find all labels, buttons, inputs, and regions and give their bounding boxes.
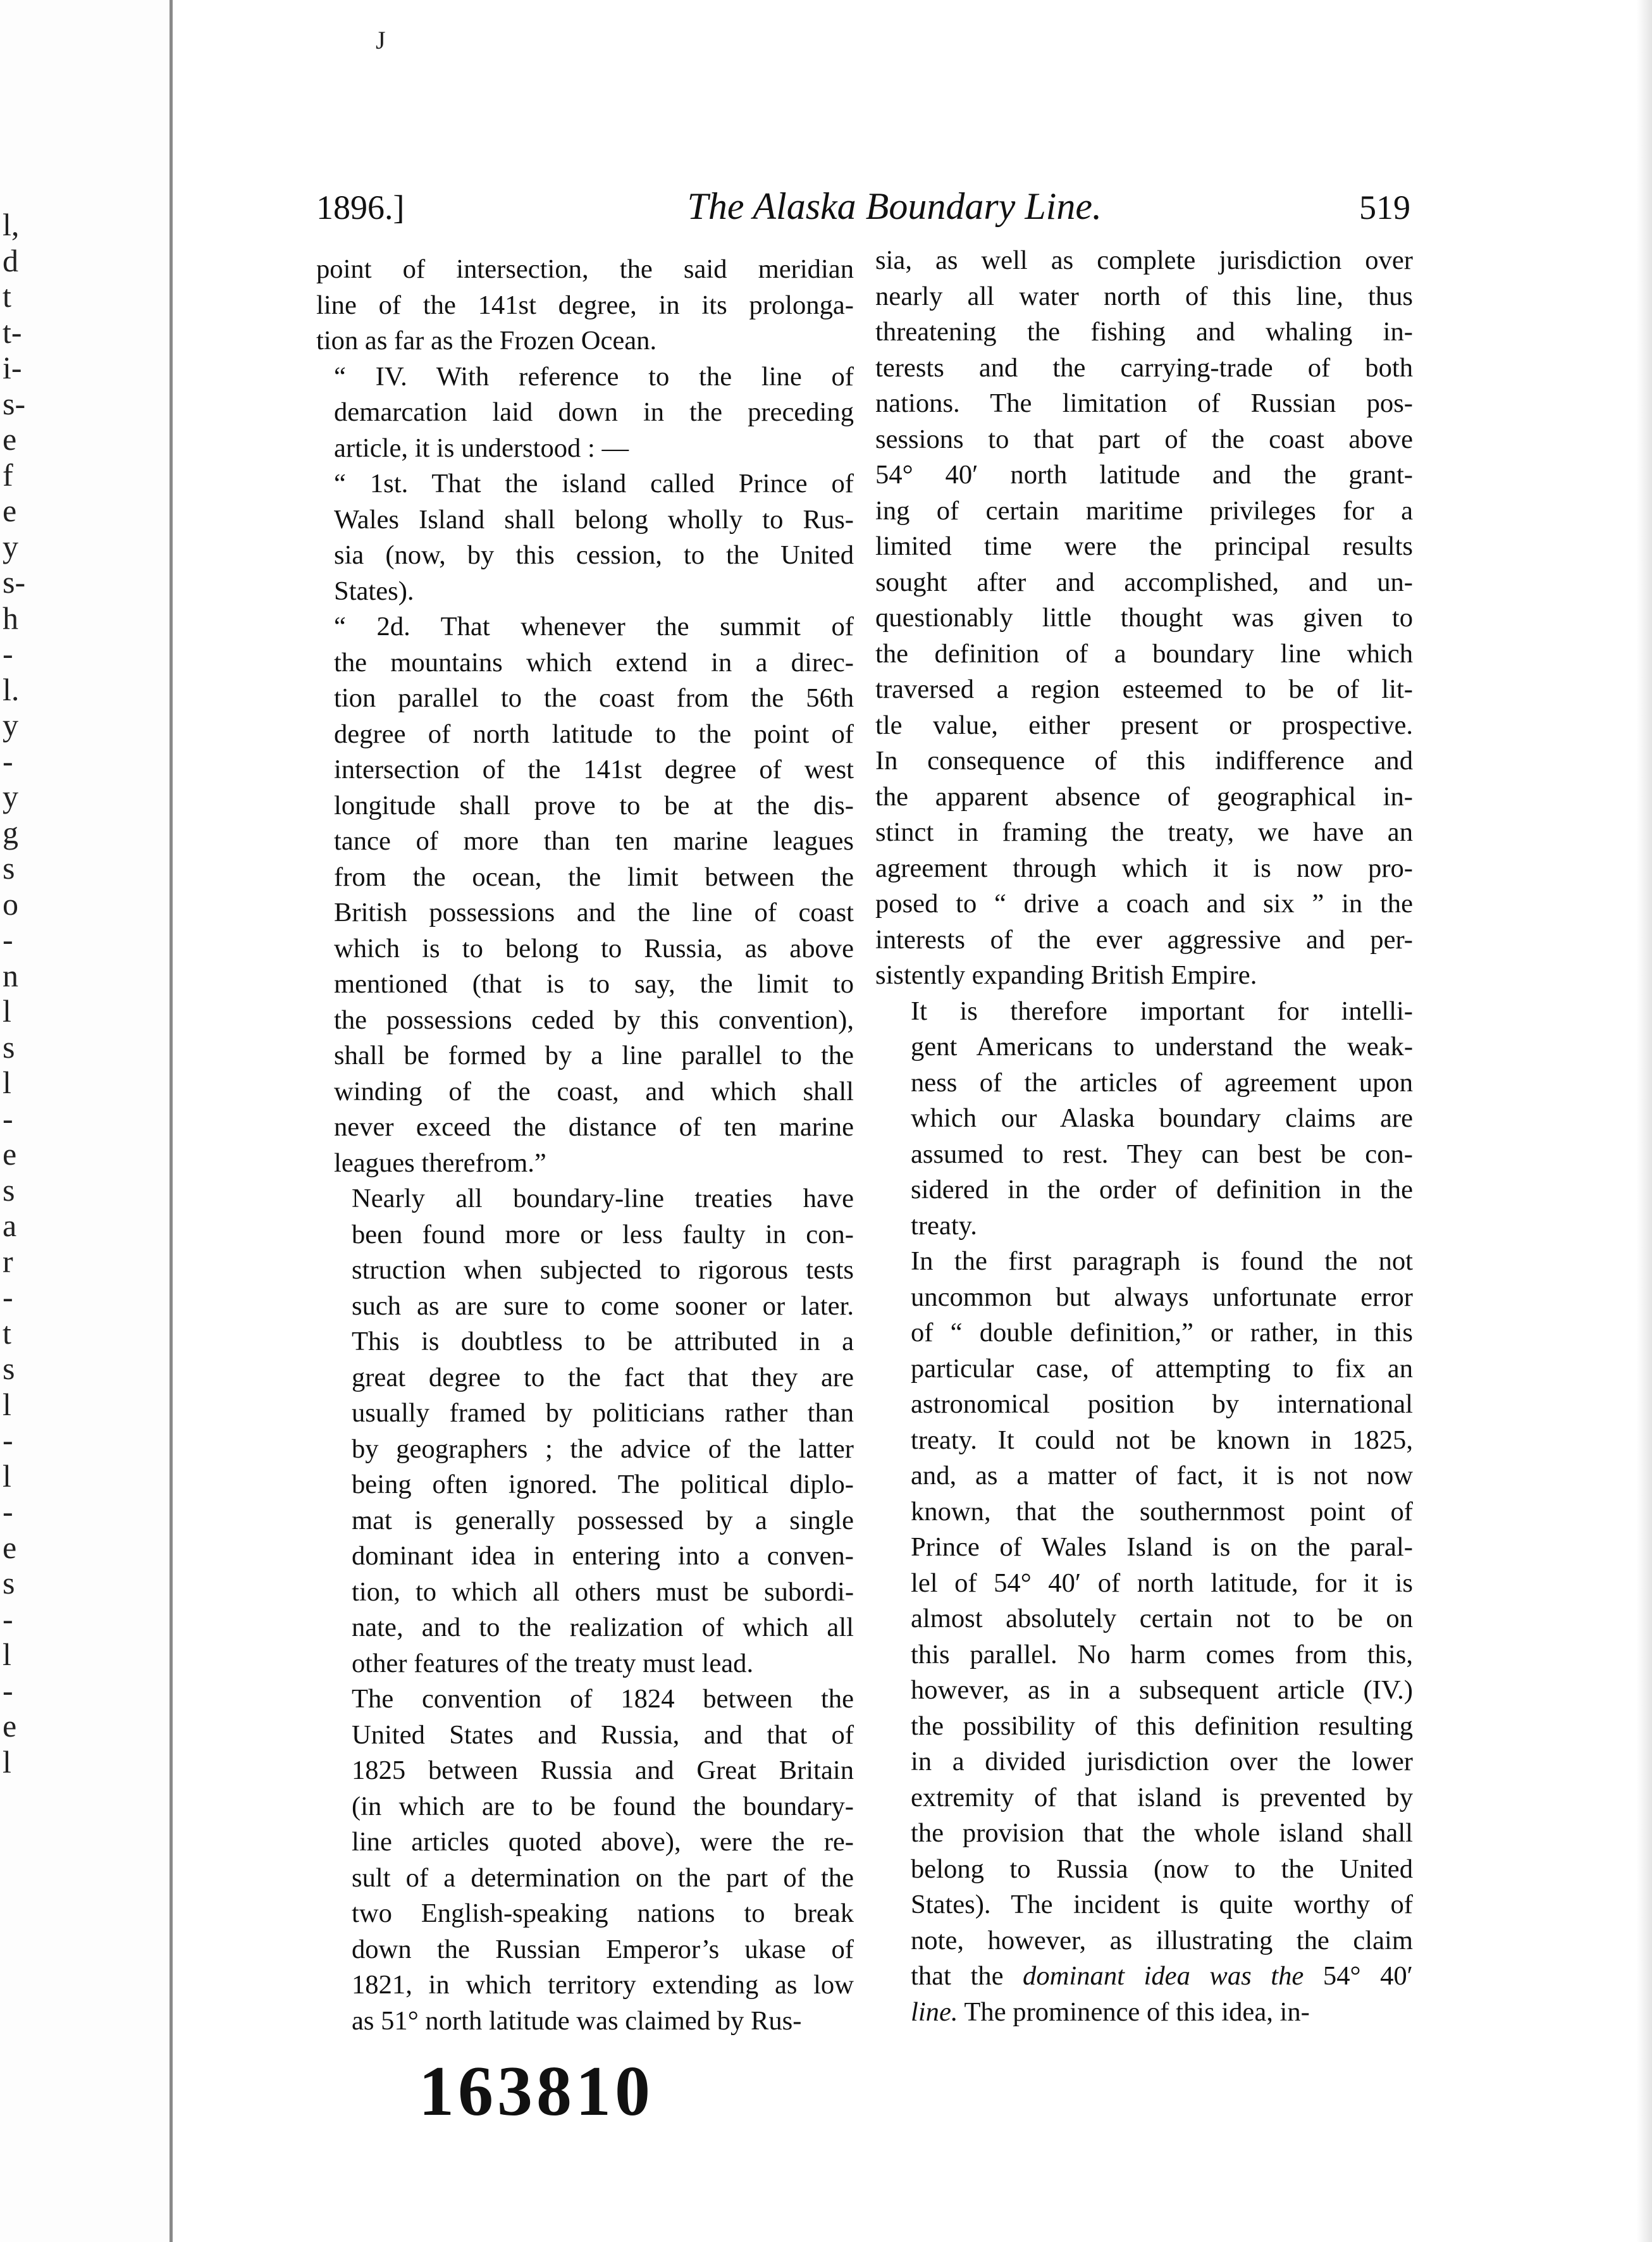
text-line: In the first paragraph is found the not	[911, 1246, 1413, 1276]
bleed-char: -	[3, 1494, 13, 1529]
text-line: treaty.	[911, 1210, 977, 1241]
paragraph	[316, 609, 854, 1181]
paragraph	[875, 994, 1413, 1244]
text-line: the mountains which extend in a direc-	[334, 647, 854, 678]
text-line: tion as far as the Frozen Ocean.	[316, 326, 657, 356]
text-line: of “ double definition,” or rather, in this	[911, 1318, 1413, 1347]
text-line: dominant idea in entering into a conven-	[352, 1541, 854, 1571]
bleed-char: i-	[3, 350, 22, 385]
bleed-char: -	[3, 1100, 13, 1136]
bleed-char: n	[3, 957, 18, 993]
text-line: from the ocean, the limit between the	[334, 862, 854, 892]
bleed-char: l	[3, 1386, 11, 1422]
bleed-char: -	[3, 743, 13, 779]
text-line: in a divided jurisdiction over the lower	[911, 1747, 1413, 1776]
bleed-char: s-	[3, 564, 26, 600]
text-line: such as are sure to come sooner or later.	[352, 1291, 854, 1321]
bleed-char: -	[3, 1279, 13, 1315]
text-line: (in which are to be found the boundary-	[352, 1791, 854, 1821]
paragraph	[316, 1181, 854, 1682]
bleed-char: -	[3, 1672, 13, 1708]
text-line: nations. The limitation of Russian pos-	[875, 388, 1413, 418]
bleed-char: -	[3, 636, 13, 671]
text-line: ness of the articles of agreement upon	[911, 1067, 1413, 1098]
text-line: note, however, as illustrating the claim	[911, 1925, 1413, 1955]
bleed-char: y	[3, 528, 18, 564]
text-line: treaty. It could not be known in 1825,	[911, 1425, 1413, 1455]
text-line: “ 2d. That whenever the summit of	[334, 612, 854, 641]
right-column	[875, 243, 1413, 2030]
text-line: threatening the fishing and whaling in-	[875, 317, 1413, 347]
text-line: sia (now, by this cession, to the United	[334, 540, 854, 570]
text-line: however, as in a subsequent article (IV.)	[911, 1675, 1413, 1705]
text-line: nate, and to the realization of which all	[352, 1613, 854, 1642]
page-edge-shadow	[1637, 0, 1652, 2242]
text-line: never exceed the distance of ten marine	[334, 1112, 854, 1142]
text-line: interests of the ever aggressive and per-	[875, 924, 1413, 955]
text-line: This is doubtless to be attributed in a	[352, 1327, 854, 1356]
text-line: agreement through which it is now pro-	[875, 853, 1413, 883]
bleed-char: a	[3, 1208, 17, 1243]
text-line: questionably little thought was given to	[875, 603, 1413, 633]
bleed-char: t	[3, 1315, 11, 1351]
text-line: great degree to the fact that they are	[352, 1362, 854, 1392]
text-line: posed to “ drive a coach and six ” in the	[875, 889, 1413, 919]
text-line: which our Alaska boundary claims are	[911, 1103, 1413, 1133]
text-line: being often ignored. The political diplo-	[352, 1470, 854, 1499]
bleed-char: y	[3, 707, 18, 743]
text-line: that the dominant idea was the 54° 40′	[911, 1961, 1414, 1991]
text-line: traversed a region esteemed to be of lit-	[875, 674, 1413, 704]
bleed-through-text	[3, 0, 40, 2242]
text-line: States). The incident is quite worthy of	[911, 1890, 1413, 1919]
text-line: ing of certain maritime privileges for a	[875, 495, 1413, 526]
text-line: “ IV. With reference to the line of	[334, 361, 854, 392]
text-line: terests and the carrying-trade of both	[875, 352, 1413, 383]
text-line: the possibility of this definition resulting	[911, 1711, 1413, 1741]
text-line: stinct in framing the treaty, we have an	[875, 817, 1413, 847]
bleed-char: l	[3, 1065, 11, 1100]
bleed-char: y	[3, 779, 18, 814]
text-line: been found more or less faulty in con-	[352, 1219, 854, 1249]
text-line: particular case, of attempting to fix an	[911, 1353, 1413, 1384]
text-line: by geographers ; the advice of the latter	[352, 1434, 854, 1464]
paragraph	[875, 1244, 1413, 2030]
text-line: and, as a matter of fact, it is not now	[911, 1461, 1413, 1490]
text-line: as 51° north latitude was claimed by Rus-	[352, 2005, 802, 2036]
text-line: mentioned (that is to say, the limit to	[334, 969, 854, 999]
bleed-char: r	[3, 1243, 13, 1279]
text-line: 1825 between Russia and Great Britain	[352, 1756, 854, 1785]
header-year: 1896.]	[316, 189, 405, 226]
bleed-char: d	[3, 242, 18, 278]
top-mark: J	[376, 26, 386, 54]
running-header	[316, 185, 1410, 235]
bleed-char: s	[3, 1351, 15, 1386]
text-line: line. The prominence of this idea, in-	[911, 1997, 1310, 2027]
text-line: sidered in the order of definition in the	[911, 1175, 1413, 1205]
text-line: Prince of Wales Island is on the paral-	[911, 1532, 1413, 1562]
text-line: In consequence of this indifference and	[875, 746, 1413, 776]
bleed-char: e	[3, 1136, 17, 1172]
text-line: Nearly all boundary-line treaties have	[352, 1184, 854, 1213]
text-line: 54° 40′ north latitude and the grant-	[875, 460, 1413, 490]
text-line: line of the 141st degree, in its prolonga-	[316, 290, 854, 320]
text-line: 1821, in which territory extending as low	[352, 1970, 854, 2000]
text-line: article, it is understood : —	[334, 433, 629, 463]
paragraph	[316, 359, 854, 467]
text-line: sult of a determination on the part of the	[352, 1862, 854, 1893]
accession-stamp: 163810	[419, 2052, 654, 2131]
bleed-char: l	[3, 1637, 11, 1672]
bleed-char: e	[3, 1708, 17, 1743]
bleed-char: s	[3, 1565, 15, 1601]
bleed-char: s	[3, 1172, 15, 1208]
text-line: The convention of 1824 between the	[352, 1684, 854, 1714]
page-number: 519	[1359, 189, 1410, 226]
bleed-char: s	[3, 1029, 15, 1065]
text-line: sia, as well as complete jurisdiction over	[875, 245, 1413, 275]
bleed-char: o	[3, 886, 18, 922]
bleed-char: h	[3, 600, 18, 636]
text-line: down the Russian Emperor’s ukase of	[352, 1934, 854, 1964]
text-line: line articles quoted above), were the re-	[352, 1827, 854, 1857]
text-line: It is therefore important for intelli-	[911, 996, 1413, 1026]
paragraph	[316, 1682, 854, 2039]
text-line: limited time were the principal results	[875, 531, 1413, 561]
paragraph	[316, 252, 854, 359]
text-line: nearly all water north of this line, thus	[875, 281, 1413, 311]
text-line: assumed to rest. They can best be con-	[911, 1139, 1413, 1169]
header-title: The Alaska Boundary Line.	[687, 185, 1102, 227]
bleed-char: s	[3, 850, 15, 886]
bleed-char: l.	[3, 671, 20, 707]
text-line: intersection of the 141st degree of west	[334, 755, 854, 784]
text-line: British possessions and the line of coast	[334, 898, 854, 927]
bleed-char: t	[3, 278, 11, 314]
text-line: the apparent absence of geographical in-	[875, 781, 1413, 812]
bleed-char: -	[3, 922, 13, 957]
text-line: which is to belong to Russia, as above	[334, 933, 854, 963]
text-line: States).	[334, 576, 414, 606]
text-line: longitude shall prove to be at the dis-	[334, 790, 854, 821]
text-line: point of intersection, the said meridian	[316, 254, 854, 284]
text-line: sistently expanding British Empire.	[875, 960, 1257, 990]
text-line: other features of the treaty must lead.	[352, 1648, 754, 1678]
text-line: the possessions ceded by this convention),	[334, 1005, 854, 1035]
text-line: Wales Island shall belong wholly to Rus-	[334, 504, 854, 535]
text-line: usually framed by politicians rather than	[352, 1398, 854, 1428]
text-line: tion parallel to the coast from the 56th	[334, 683, 854, 713]
bleed-char: s-	[3, 385, 26, 421]
text-line: demarcation laid down in the preceding	[334, 397, 854, 427]
text-line: almost absolutely certain not to be on	[911, 1604, 1413, 1633]
text-line: known, that the southernmost point of	[911, 1496, 1413, 1527]
text-line: belong to Russia (now to the United	[911, 1854, 1413, 1884]
text-line: winding of the coast, and which shall	[334, 1076, 854, 1106]
bleed-char: e	[3, 493, 17, 528]
text-line: tance of more than ten marine leagues	[334, 826, 854, 856]
text-line: gent Americans to understand the weak-	[911, 1032, 1413, 1062]
text-line: uncommon but always unfortunate error	[911, 1282, 1413, 1312]
text-line: “ 1st. That the island called Prince of	[334, 469, 854, 499]
bleed-char: l	[3, 1743, 11, 1780]
text-line: the definition of a boundary line which	[875, 638, 1413, 669]
text-line: mat is generally possessed by a single	[352, 1505, 854, 1535]
text-line: tle value, either present or prospective.	[875, 710, 1413, 740]
text-line: leagues therefrom.”	[334, 1148, 546, 1178]
page-fold-line	[170, 0, 173, 2242]
text-line: two English-speaking nations to break	[352, 1898, 854, 1928]
bleed-char: -	[3, 1601, 13, 1637]
bleed-char: f	[3, 457, 13, 493]
paragraph	[875, 243, 1413, 994]
text-line: lel of 54° 40′ of north latitude, for it is	[911, 1568, 1413, 1598]
text-line: tion, to which all others must be subordi-	[352, 1576, 854, 1607]
bleed-char: g	[3, 814, 18, 850]
bleed-char: -	[3, 1422, 13, 1458]
text-line: shall be formed by a line parallel to the	[334, 1041, 854, 1070]
bleed-char: e	[3, 421, 17, 457]
text-line: United States and Russia, and that of	[352, 1719, 854, 1750]
text-line: the provision that the whole island shall	[911, 1818, 1413, 1848]
text-line: this parallel. No harm comes from this,	[911, 1639, 1413, 1669]
text-line: struction when subjected to rigorous tests	[352, 1255, 854, 1285]
bleed-char: e	[3, 1529, 17, 1565]
bleed-char: l	[3, 1458, 11, 1494]
bleed-char: t-	[3, 314, 22, 350]
bleed-char: l,	[3, 207, 20, 242]
bleed-char: l	[3, 993, 11, 1029]
text-line: sought after and accomplished, and un-	[875, 567, 1413, 597]
text-line: astronomical position by international	[911, 1389, 1413, 1419]
text-line: extremity of that island is prevented by	[911, 1782, 1413, 1812]
left-column	[316, 252, 854, 2039]
text-line: degree of north latitude to the point of	[334, 719, 854, 749]
text-line: sessions to that part of the coast above	[875, 424, 1413, 454]
paragraph	[316, 466, 854, 609]
